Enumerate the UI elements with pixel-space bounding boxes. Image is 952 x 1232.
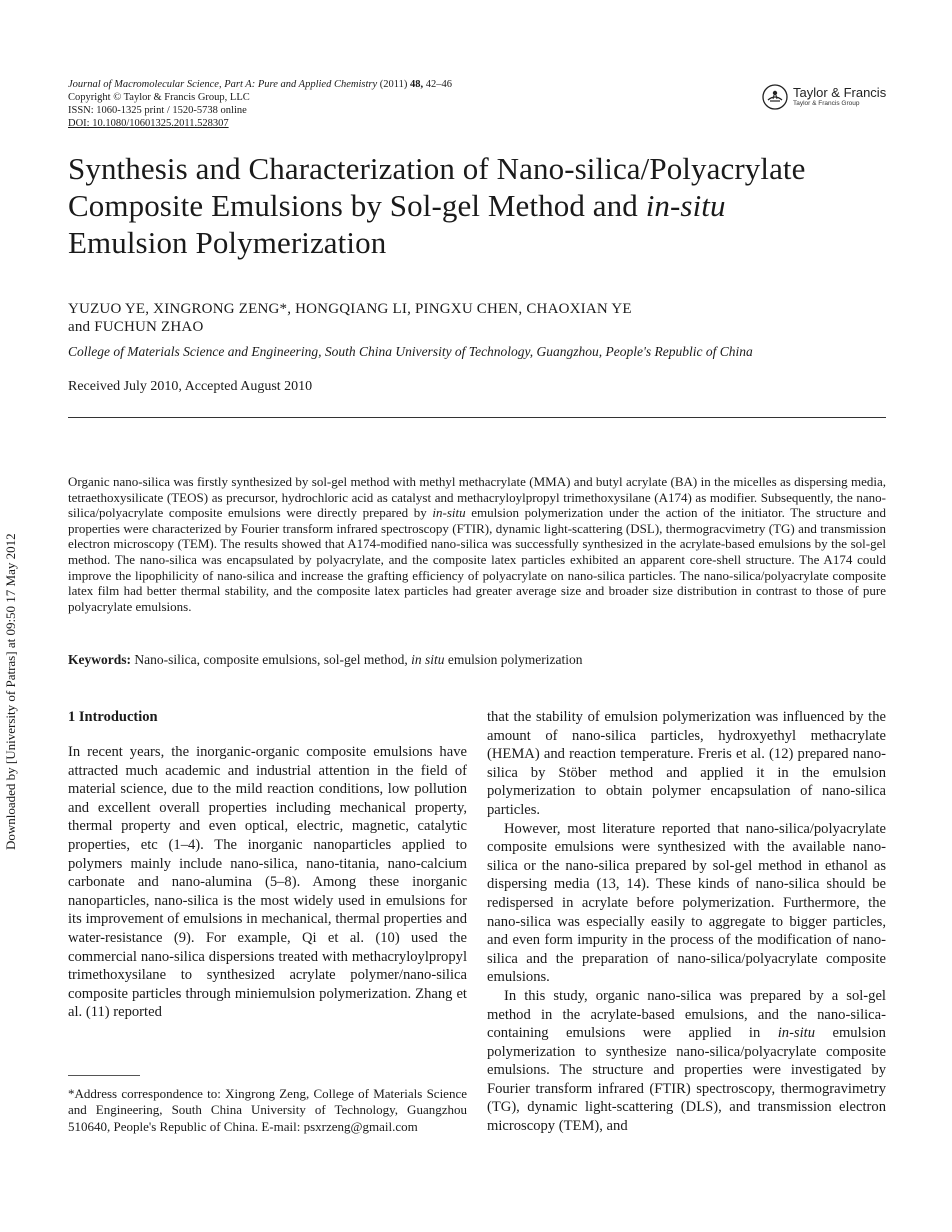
received-dates: Received July 2010, Accepted August 2010 [68,379,313,394]
footnote: *Address correspondence to: Xingrong Zeng, College of Materials Science and Engineering, South China University of Technology, Guangzhou 510640, People's Republic of China. E-mail: psxrzeng@gmail.com [68,1086,467,1134]
intro-paragraph-4-italic: in-situ [777,1025,816,1042]
intro-paragraph-4 [487,987,886,1136]
intro-paragraph-2: that the stability of emulsion polymerization was influenced by the amount of nano-silica particles, hydroxyethyl methacrylate (HEMA) and reaction temperature. Freris et al. (12) prepared nano-silica by Stöber method and applied it in the emulsion polymerization to obtain polymer encapsulation of nano-silica particles. [487,709,886,818]
article-title-italic: in-situ [645,188,726,223]
keywords-tail: emulsion polymerization [444,652,583,667]
article-title-line-1: Synthesis and Characterization of Nano-silica/Polyacrylate [68,151,806,186]
header-divider [68,417,886,418]
footnote-divider [68,1075,140,1076]
right-column [487,708,886,1136]
abstract-text-2: emulsion polymerization under the action of the initiator. The structure and properties were characterized by Fourier transform infrared spectroscopy (FTIR), dynamic light-scattering (DSL), thermogracvimetry (TG) and transmission electron microscopy (TEM). The results showed that A174-modified nano-silica was successfully synthesized in the acrylate-based emulsions by the sol-gel method. The nano-silica was encapsulated by polyacrylate, and the composite latex particles exhibited an apparent core-shell structure. The A174 could improve the lipophilicity of nano-silica and increase the grafting efficiency of polyacrylate on nano-silica particles. The nano-silica/polyacrylate composite latex film had better thermal stability, and the composite latex particles had greater average size and broader size distribution in contrast to those of pure polyacrylate emulsions. [68,505,886,614]
article-title-line-2 [68,187,726,224]
article-title-line-3: Emulsion Polymerization [68,225,387,260]
intro-paragraph-1: In recent years, the inorganic-organic composite emulsions have attracted much academic and industrial attention in the field of material science, due to the mild reaction conditions, low pollution and excellent overall properties including mechanical property, thermal property and even optical, electric, magnetic, catalytic properties, etc (1–4). The inorganic nanoparticles applied to polymers mainly include nano-silica, nano-titania, nano-calcium carbonate and nano-alumina (5–8). Among these inorganic nanoparticles, nano-silica is the most widely used in emulsions for its improvement of emulsions in mechanical, thermal properties and water-resistance (9). For example, Qi et al. (10) used the commercial nano-silica dispersions treated with methacryloylpropyl trimethoxysilane to synthesized acrylate polymer/nano-silica composite particles through miniemulsion polymerization. Zhang et al. (11) reported [68,744,467,1021]
intro-paragraph-4-text-a: In this study, organic nano-silica was prepared by a sol-gel method in the acrylate-based emulsions, and the nano-silica-containing emulsions were applied in [487,987,886,1042]
authors-line-2: and FUCHUN ZHAO [68,319,204,335]
journal-year: (2011) [379,79,408,90]
journal-volume: 48, [409,79,424,90]
intro-paragraph-3: However, most literature reported that nano-silica/polyacrylate composite emulsions were synthesized with the available nano-silica or the nano-silica prepared by sol-gel method in ethanol as dispersing media (13, 14). These kinds of nano-silica should be redispersed in acrylate before polymerization. Furthermore, the nano-silica was especially easily to aggregate to bigger particles, and even form impurity in the process of the modification of nano-silica and the preparation of nano-silica/polyacrylate composite emulsions. [487,820,886,986]
publisher-group: Taylor & Francis Group [793,100,860,107]
keywords-label: Keywords: [68,652,131,667]
abstract-text-1: Organic nano-silica was firstly synthesized by sol-gel method with methyl methacrylate (MMA) and butyl acrylate (BA) in the micelles as dispersing media, tetraethoxysilicate (TEOS) as precursor, hydrochloric acid as catalyst and methacryloylpropyl trimethoxysilane (A174) as modifier. Subsequently, the nano-silica/polyacrylate composite emulsions were directly prepared by [68,474,886,521]
abstract [68,474,886,614]
publisher-logo [762,84,886,110]
article-title-line-2-text: Composite Emulsions by Sol-gel Method and [68,188,646,223]
keywords-italic: in situ [411,652,445,667]
left-column [68,743,467,1022]
authors-line-1: YUZUO YE, XINGRONG ZENG*, HONGQIANG LI, PINGXU CHEN, CHAOXIAN YE [68,301,632,317]
keywords [68,652,582,668]
intro-paragraph-4-text-b: emulsion polymerization to synthesize nano-silica/polyacrylate composite emulsions. The structure and properties were investigated by Fourier transform infrared (FTIR) spectroscopy, thermogravimetry (TG), dynamic light-scattering (DLS), and transmission electron microscopy (TEM), and [487,1025,886,1135]
section-heading-introduction: 1 Introduction [68,709,158,725]
copyright-line: Copyright © Taylor & Francis Group, LLC [68,92,250,103]
keywords-text: Nano-silica, composite emulsions, sol-gel method, [131,652,412,667]
issn-line: ISSN: 1060-1325 print / 1520-5738 online [68,105,247,116]
doi-link[interactable]: DOI: 10.1080/10601325.2011.528307 [68,118,229,129]
abstract-italic: in-situ [432,505,466,521]
journal-pages: 42–46 [425,79,452,90]
reader-lamp-icon [762,84,788,110]
download-note: Downloaded by [University of Patras] at 09:50 17 May 2012 [3,533,18,850]
affiliation: College of Materials Science and Engineering, South China University of Technology, Guangzhou, People's Republic of China [68,344,753,359]
publisher-name: Taylor & Francis [793,85,887,100]
journal-citation [68,79,452,92]
journal-name: Journal of Macromolecular Science, Part A: Pure and Applied Chemistry [68,79,378,90]
